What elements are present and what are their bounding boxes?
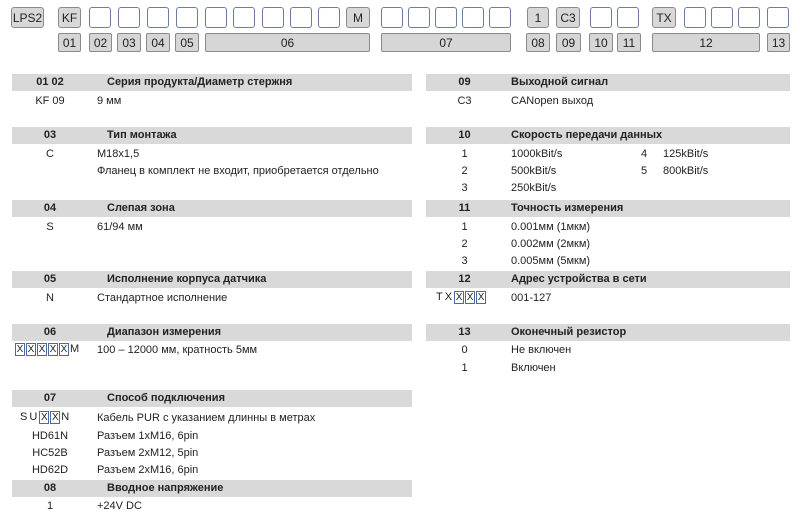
code-field-kf[interactable]: KF [58, 7, 81, 28]
option-code: 1 [461, 362, 468, 374]
section-header-housing [12, 271, 412, 288]
section-title: Способ подключения [107, 392, 225, 404]
code-prefix: T [436, 291, 443, 303]
option-code: HD61N [31, 430, 69, 442]
option-desc: Не включен [511, 344, 572, 356]
code-placeholder-box: X [466, 292, 474, 303]
code-field[interactable] [118, 7, 140, 28]
range-code-pattern [15, 343, 81, 356]
code-placeholder-box: X [60, 344, 68, 355]
code-position-label: 11 [617, 33, 641, 52]
option-code: HD62D [31, 464, 69, 476]
code-field[interactable] [176, 7, 198, 28]
address-code-pattern [436, 291, 487, 304]
code-field[interactable] [318, 7, 340, 28]
section-title: Серия продукта/Диаметр стержня [107, 76, 293, 88]
code-field[interactable] [738, 7, 760, 28]
code-field[interactable] [262, 7, 284, 28]
code-field[interactable] [435, 7, 457, 28]
section-header-accuracy [426, 200, 790, 217]
option-code: 1 [46, 500, 54, 512]
option-desc: Включен [511, 362, 556, 374]
section-number: 04 [43, 202, 57, 214]
code-suffix: N [61, 411, 70, 423]
section-title: Скорость передачи данных [511, 129, 663, 141]
section-header-termination-resistor [426, 324, 790, 341]
option-desc: 0.001мм (1мкм) [511, 221, 591, 233]
option-desc: Стандартное исполнение [97, 292, 228, 304]
code-field[interactable] [89, 7, 111, 28]
section-header-series [12, 74, 412, 91]
code-field[interactable] [617, 7, 639, 28]
code-field[interactable] [408, 7, 430, 28]
option-code: N [46, 292, 54, 304]
code-placeholder-box: X [477, 292, 485, 303]
code-field[interactable] [711, 7, 733, 28]
section-number: 05 [43, 273, 57, 285]
option-code: 3 [461, 255, 468, 267]
code-prefix: X [444, 291, 453, 303]
code-position-label: 09 [556, 33, 581, 52]
section-header-baud-rate [426, 127, 790, 144]
option-desc: 125kBit/s [663, 148, 709, 160]
option-code: S [46, 221, 54, 233]
code-position-label: 01 [58, 33, 81, 52]
code-position-label: 07 [381, 33, 511, 52]
option-desc: Кабель PUR с указанием длинны в метрах [97, 412, 316, 424]
section-title: Диапазон измерения [107, 326, 222, 338]
code-field[interactable] [489, 7, 511, 28]
code-field-m[interactable]: M [346, 7, 370, 28]
option-desc: Разъем 2xM16, 6pin [97, 464, 199, 476]
code-field[interactable] [684, 7, 706, 28]
option-desc: 0.002мм (2мкм) [511, 238, 591, 250]
code-position-label: 10 [589, 33, 613, 52]
code-placeholder-box: X [455, 292, 463, 303]
code-position-label: 05 [175, 33, 199, 52]
code-placeholder-box: X [16, 344, 24, 355]
option-code: 0 [461, 344, 468, 356]
option-desc: M18x1,5 [97, 148, 140, 160]
code-position-label: 03 [117, 33, 141, 52]
option-desc: 1000kBit/s [511, 148, 563, 160]
option-desc: 250kBit/s [511, 182, 557, 194]
option-desc: 0.005мм (5мкм) [511, 255, 591, 267]
section-title: Тип монтажа [107, 129, 177, 141]
section-title: Точность измерения [511, 202, 624, 214]
option-code: 2 [461, 165, 468, 177]
section-header-output-signal [426, 74, 790, 91]
option-code: HC52B [32, 447, 68, 459]
option-desc: +24V DC [97, 500, 142, 512]
code-placeholder-box: X [27, 344, 35, 355]
section-number: 06 [43, 326, 57, 338]
code-placeholder-box: X [51, 412, 59, 423]
code-suffix: M [70, 343, 80, 355]
option-desc: CANopen выход [511, 95, 594, 107]
code-field[interactable] [147, 7, 169, 28]
code-position-label: 04 [146, 33, 170, 52]
code-position-label: 06 [205, 33, 370, 52]
section-title: Вводное напряжение [107, 482, 224, 494]
option-code: C [46, 148, 54, 160]
code-field[interactable] [767, 7, 789, 28]
section-number: 09 [458, 76, 471, 88]
code-field-c3[interactable]: C3 [556, 7, 580, 28]
section-number: 03 [43, 129, 57, 141]
section-number: 07 [43, 392, 57, 404]
section-title: Выходной сигнал [511, 76, 609, 88]
section-header-mounting [12, 127, 412, 144]
option-code: 4 [641, 148, 648, 160]
code-position-label: 13 [767, 33, 790, 52]
option-code: 5 [641, 165, 648, 177]
section-header-connection [12, 390, 412, 407]
connection-code-pattern [20, 411, 71, 424]
code-field[interactable] [290, 7, 312, 28]
code-position-label: 12 [652, 33, 760, 52]
option-desc: 61/94 мм [97, 221, 143, 233]
code-placeholder-box: X [38, 344, 46, 355]
section-number: 10 [458, 129, 471, 141]
code-field[interactable] [590, 7, 612, 28]
option-desc: 100 – 12000 мм, кратность 5мм [97, 344, 258, 356]
code-field-one[interactable]: 1 [527, 7, 549, 28]
section-number: 12 [458, 273, 471, 285]
option-desc: 9 мм [97, 95, 122, 107]
code-field[interactable] [205, 7, 227, 28]
code-field-tx[interactable]: TX [652, 7, 676, 28]
code-position-label: 08 [526, 33, 550, 52]
code-field[interactable] [233, 7, 255, 28]
section-header-blind-zone [12, 200, 412, 217]
option-desc: 800kBit/s [663, 165, 709, 177]
option-desc: 001-127 [511, 292, 552, 304]
code-placeholder-box: X [49, 344, 57, 355]
code-position-label: 02 [89, 33, 112, 52]
code-field[interactable] [462, 7, 484, 28]
option-desc: 500kBit/s [511, 165, 557, 177]
section-number: 01 02 [36, 76, 64, 88]
option-code: KF 09 [35, 95, 65, 107]
option-code: C3 [457, 95, 472, 107]
section-title: Исполнение корпуса датчика [107, 273, 267, 285]
section-title: Адрес устройства в сети [511, 273, 647, 285]
code-placeholder-box: X [40, 412, 48, 423]
code-prefix: U [29, 411, 38, 423]
section-number: 13 [458, 326, 471, 338]
option-code: 3 [461, 182, 468, 194]
code-field-lps2[interactable]: LPS2 [11, 7, 44, 28]
section-header-supply-voltage [12, 480, 412, 497]
section-header-device-address [426, 271, 790, 288]
section-number: 08 [43, 482, 57, 494]
option-code: 1 [461, 221, 468, 233]
option-code: 1 [461, 148, 468, 160]
option-desc: Разъем 1xM16, 6pin [97, 430, 199, 442]
code-prefix: S [20, 411, 28, 423]
section-title: Оконечный резистор [511, 326, 627, 338]
option-desc: Разъем 2xM12, 5pin [97, 447, 199, 459]
section-title: Слепая зона [107, 202, 175, 214]
section-number: 11 [458, 202, 471, 214]
option-code: 2 [461, 238, 468, 250]
option-desc: Фланец в комплект не входит, приобретается отдельно [97, 165, 379, 177]
section-header-measuring-range [12, 324, 412, 341]
code-field[interactable] [381, 7, 403, 28]
